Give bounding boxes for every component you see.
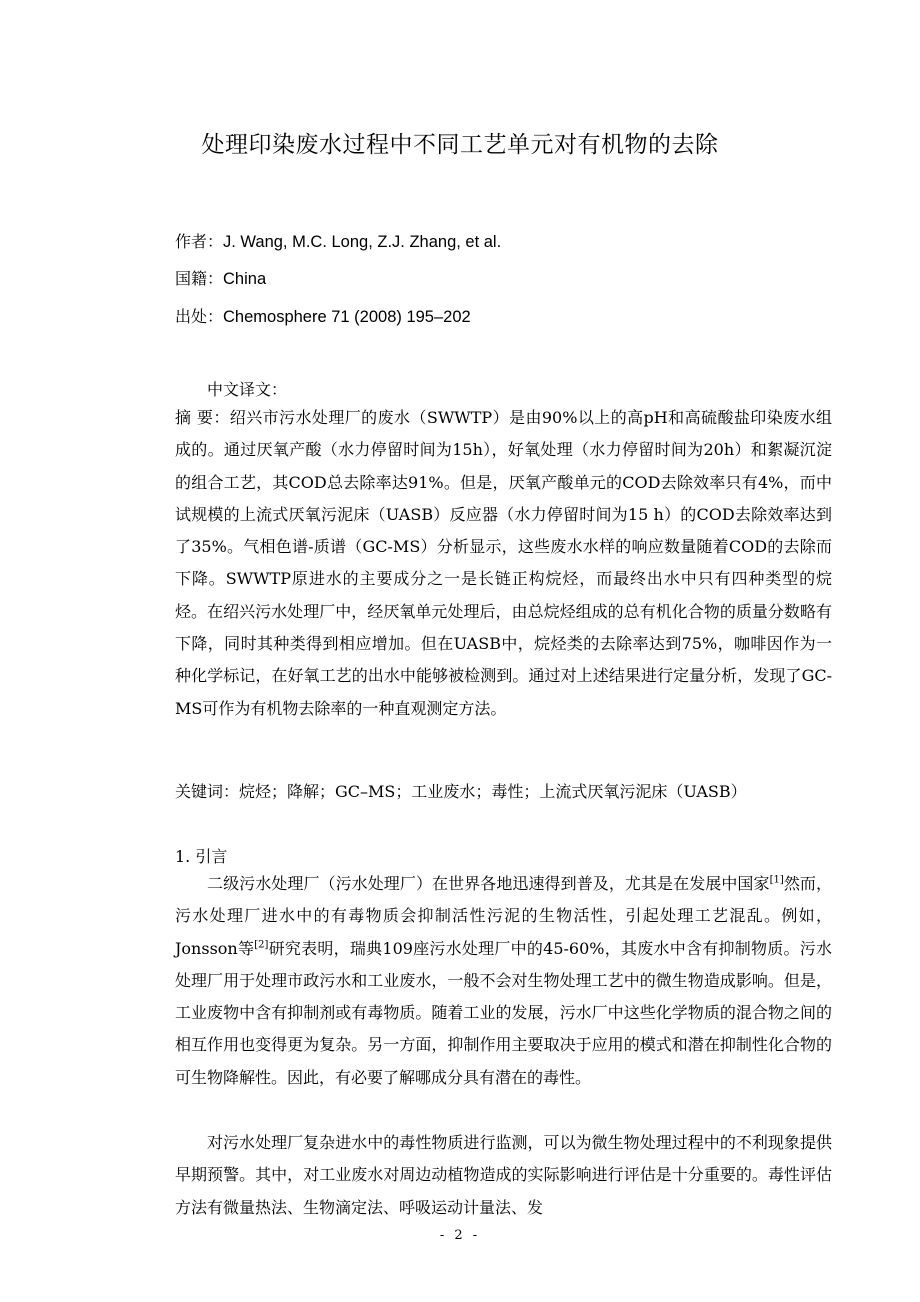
translation-label: 中文译文：	[207, 380, 288, 399]
section-heading: 1. 引言	[175, 847, 228, 866]
nationality-label: 国籍：	[175, 269, 224, 288]
document-title: 处理印染废水过程中不同工艺单元对有机物的去除	[201, 132, 719, 158]
author-value: J. Wang, M.C. Long, Z.J. Zhang, et al.	[223, 233, 502, 251]
source-line	[175, 304, 471, 327]
author-line	[175, 229, 501, 252]
intro-paragraph-2: 对污水处理厂复杂进水中的毒性物质进行监测，可以为微生物处理过程中的不利现象提供早期预警。其中，对工业废水对周边动植物造成的实际影响进行评估是十分重要的。毒性评估方法有微量热法、生物滴定法、呼吸运动计量法、发	[175, 1133, 832, 1217]
intro-text-c: 研究表明，瑞典109座污水处理厂中的45-60%，其废水中含有抑制物质。污水处理厂用于处理市政污水和工业废水，一般不会对生物处理工艺中的微生物造成影响。但是，工业废物中含有抑制剂或有毒物质。随着工业的发展，污水厂中这些化学物质的混合物之间的相互作用也变得更为复杂。另一方面，抑制作用主要取决于应用的模式和潜在抑制性化合物的可生物降解性。因此，有必要了解哪成分具有潜在的毒性。	[175, 938, 832, 1087]
nationality-value: China	[223, 270, 267, 288]
citation-ref-1: [1]	[769, 874, 784, 886]
page-number: - 2 -	[439, 1228, 481, 1243]
source-label: 出处：	[175, 307, 224, 326]
intro-text-b: 然而，污水处理厂进水中的有毒物质会抑制活性污泥的生物活性，引起处理工艺混乱。例如，Jonsson等	[175, 874, 832, 958]
abstract-paragraph: 摘 要：绍兴市污水处理厂的废水（SWWTP）是由90%以上的高pH和高硫酸盐印染废水组成的。通过厌氧产酸（水力停留时间为15h），好氧处理（水力停留时间为20h）和絮凝沉淀的组合工艺，其COD总去除率达91%。但是，厌氧产酸单元的COD去除效率只有4%，而中试规模的上流式厌氧污泥床（UASB）反应器（水力停留时间为15 h）的COD去除效率达到了35%。气相色谱-质谱（GC-MS）分析显示，这些废水水样的响应数量随着COD的去除而下降。SWWTP原进水的主要成分之一是长链正构烷烃，而最终出水中只有四种类型的烷烃。在绍兴污水处理厂中，经厌氧单元处理后，由总烷烃组成的总有机化合物的质量分数略有下降，同时其种类得到相应增加。但在UASB中，烷烃类的去除率达到75%，咖啡因作为一种化学标记，在好氧工艺的出水中能够被检测到。通过对上述结果进行定量分析，发现了GC-MS可作为有机物去除率的一种直观测定方法。	[175, 408, 832, 718]
source-value: Chemosphere 71 (2008) 195–202	[223, 308, 471, 326]
author-label: 作者：	[175, 232, 224, 251]
citation-ref-2: [2]	[254, 939, 269, 951]
intro-paragraph-1	[175, 868, 832, 1094]
intro-text-a: 二级污水处理厂（污水处理厂）在世界各地迅速得到普及，尤其是在发展中国家	[207, 874, 770, 893]
keywords-line: 关键词：烷烃；降解；GC–MS；工业废水；毒性；上流式厌氧污泥床（UASB）	[175, 782, 747, 801]
nationality-line	[175, 266, 266, 289]
